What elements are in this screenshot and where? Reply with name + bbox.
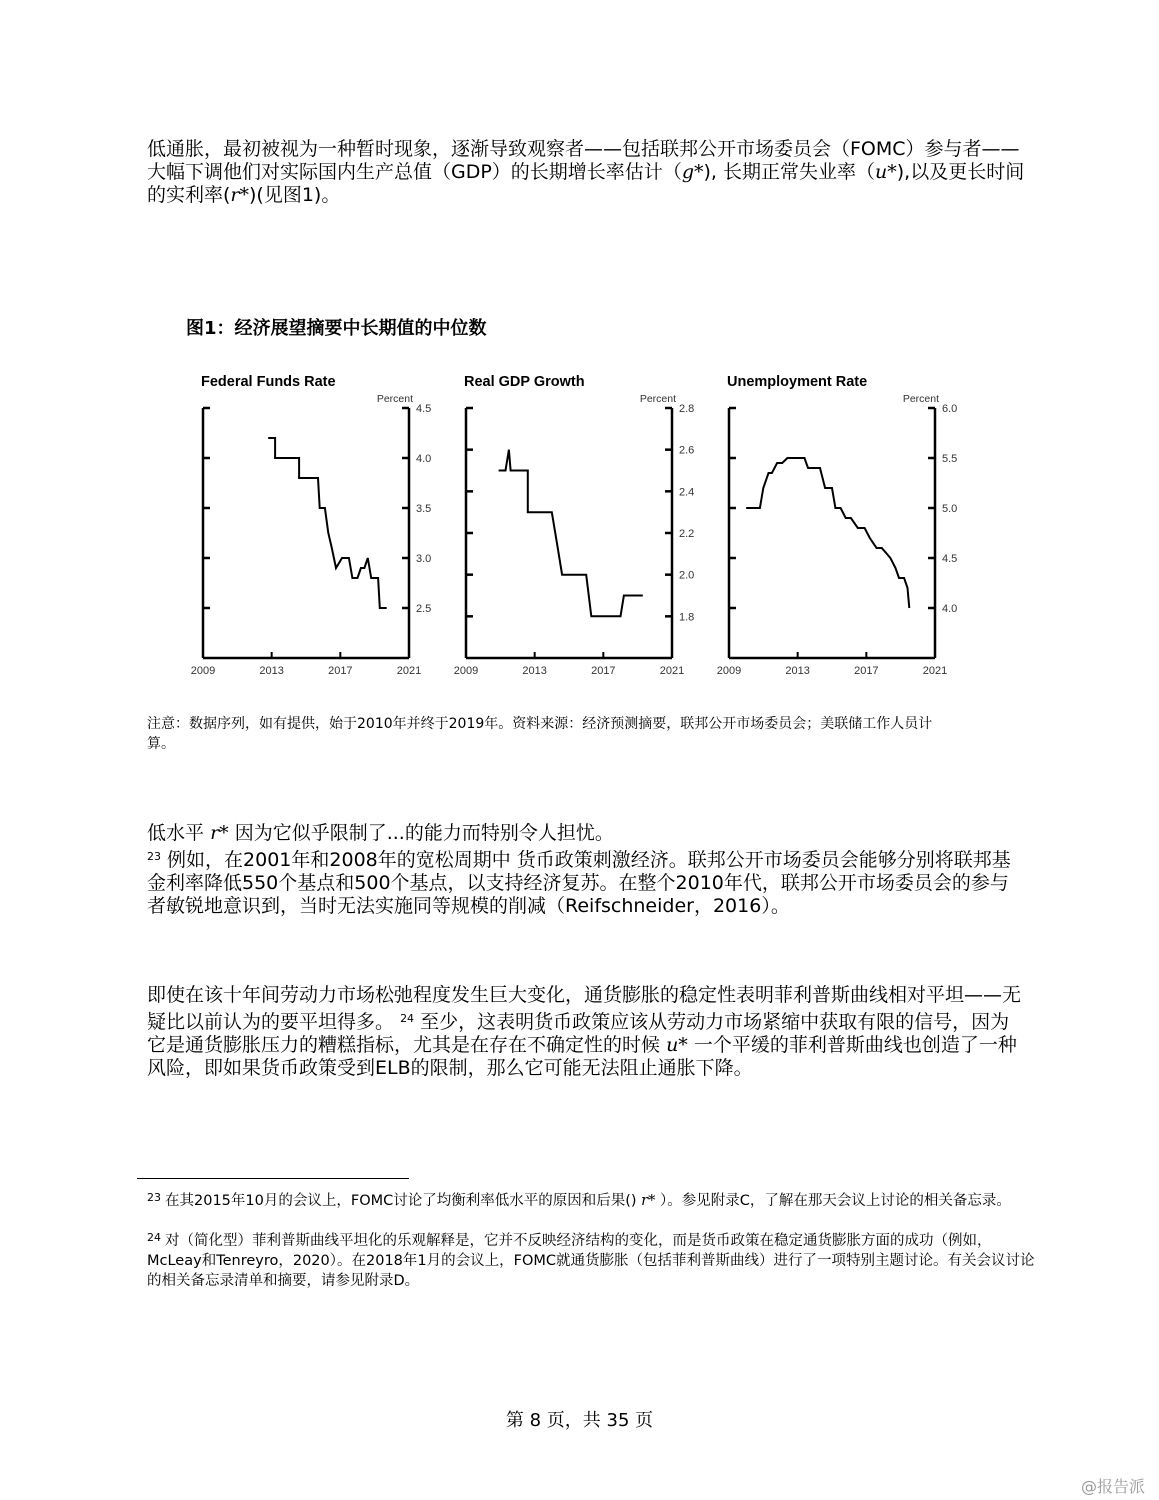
footnote-text-2: ）。参见附录C，了解在那天会议上讨论的相关备忘录。 (659, 1193, 1011, 1209)
y-axis-label: Percent (376, 393, 413, 405)
y-axis-label: Percent (639, 393, 676, 405)
footnote-ref-23[interactable]: 23 (147, 850, 161, 863)
p3-text-3: 一个平缓的菲利普斯曲线也创造了一种风险，即如果货币政策受到ELB的限制，那么它可能无法阻止通胀下降。 (147, 1034, 1017, 1079)
footnote-divider (137, 1178, 409, 1179)
chart-real-gdp-growth (453, 366, 728, 686)
x-tick-label: 2009 (453, 665, 479, 677)
p3-text-1: 即使在该十年间劳动力市场松弛程度发生巨大变化，通货膨胀的稳定性表明菲利普斯曲线相对平坦——无疑比以前认为的要平坦得多。 (147, 984, 1022, 1033)
page-number: 第 8 页，共 35 页 (505, 1410, 654, 1431)
footnote-ref-24[interactable]: 24 (400, 1012, 415, 1025)
intro-text-2: ), 长期正常失业率（ (703, 161, 875, 183)
series-line (268, 438, 387, 608)
x-tick-label: 2009 (716, 665, 742, 677)
chart-svg (190, 366, 465, 686)
chart-federal-funds-rate (190, 366, 465, 686)
y-tick-label: 6.0 (942, 403, 958, 415)
x-tick-label: 2021 (396, 665, 422, 677)
y-tick-label: 4.5 (942, 553, 958, 565)
chart-unemployment-rate (716, 366, 991, 686)
u-star-symbol: u* (875, 161, 897, 183)
figure-note: 注意：数据序列，如有提供，始于2010年并终于2019年。资料来源：经济预测摘要，联邦公开市场委员会；美联储工作人员计算。 (147, 716, 933, 752)
paragraph-3 (147, 984, 1027, 1080)
r-star-symbol: r* (641, 1193, 656, 1209)
y-tick-label: 4.0 (942, 603, 958, 615)
x-tick-label: 2013 (785, 665, 810, 677)
x-tick-label: 2013 (522, 665, 547, 677)
intro-paragraph (147, 138, 1027, 207)
intro-text-4: )(见图1)。 (249, 184, 341, 206)
y-tick-label: 2.8 (679, 403, 695, 415)
p2-text-3: 例如，在2001年和2008年的宽松周期中 货币政策刺激经济。联邦公开市场委员会能够分别将联邦基金利率降低550个基点和500个基点，以支持经济复苏。在整个2010年代，联邦公开市场委员会的参与者敏锐地意识到，当时无法实施同等规模的削减（Reifschneider，2016）。 (147, 849, 1011, 917)
y-tick-label: 2.2 (679, 528, 695, 540)
series-line (746, 458, 909, 608)
paragraph-2 (147, 822, 1027, 918)
y-tick-label: 2.4 (679, 486, 695, 499)
chart-title: Federal Funds Rate (201, 374, 336, 390)
footnote-23 (147, 1188, 1037, 1211)
y-tick-label: 3.0 (416, 553, 432, 565)
g-star-symbol: g* (681, 161, 704, 183)
footnote-text-1: 在其2015年10月的会议上，FOMC讨论了均衡利率低水平的原因和后果() (165, 1193, 637, 1209)
x-tick-label: 2021 (659, 665, 685, 677)
x-tick-label: 2021 (922, 665, 948, 677)
footnote-number: 23 (147, 1191, 161, 1204)
y-tick-label: 1.8 (679, 611, 695, 624)
x-tick-label: 2017 (591, 665, 616, 677)
y-tick-label: 4.0 (416, 453, 432, 465)
y-tick-label: 5.0 (942, 503, 958, 515)
y-tick-label: 2.6 (679, 444, 695, 457)
y-tick-label: 4.5 (416, 403, 432, 415)
p2-text-1: 低水平 (147, 822, 205, 844)
y-axis-label: Percent (902, 393, 939, 405)
p3-text-2: 至少，这表明货币政策应该从劳动力市场紧缩中获取有限的信号，因为它是通货膨胀压力的糟糕指标，尤其是在存在不确定性的时候 (147, 1011, 1010, 1056)
u-star-symbol: u* (666, 1034, 688, 1056)
chart-svg (453, 366, 728, 686)
y-tick-label: 2.0 (679, 569, 695, 582)
chart-title: Unemployment Rate (727, 374, 868, 390)
intro-text-3: ),以及更长时间的实利率( (147, 161, 1025, 206)
r-star-symbol: r* (210, 822, 229, 844)
figure-title: 图1：经济展望摘要中长期值的中位数 (186, 318, 487, 339)
x-tick-label: 2013 (259, 665, 284, 677)
chart-svg (716, 366, 991, 686)
r-star-symbol: r* (230, 184, 250, 206)
series-line (499, 450, 643, 617)
watermark: @报告派 (1080, 1477, 1145, 1496)
chart-title: Real GDP Growth (464, 374, 585, 390)
intro-text-1: 低通胀，最初被视为一种暂时现象，逐渐导致观察者——包括联邦公开市场委员会（FOMC）参与者——大幅下调他们对实际国内生产总值（GDP）的长期增长率估计（ (147, 138, 1020, 183)
footnote-text: 对（简化型）菲利普斯曲线平坦化的乐观解释是，它并不反映经济结构的变化，而是货币政策在稳定通货膨胀方面的成功（例如，McLeay和Tenreyro，2020）。在2018年1月的会议上，FOMC就通货膨胀（包括菲利普斯曲线）进行了一项特别主题讨论。有关会议讨论的相关备忘录清单和摘要，请参见附录D。 (147, 1233, 1035, 1289)
y-tick-label: 2.5 (416, 603, 432, 615)
footnote-number: 24 (147, 1231, 161, 1244)
y-tick-label: 3.5 (416, 503, 432, 515)
x-tick-label: 2017 (328, 665, 353, 677)
y-tick-label: 5.5 (942, 453, 958, 465)
x-tick-label: 2017 (854, 665, 879, 677)
x-tick-label: 2009 (190, 665, 216, 677)
footnote-24 (147, 1228, 1037, 1291)
p2-text-2: 因为它似乎限制了...的能力而特别令人担忧。 (234, 822, 614, 844)
